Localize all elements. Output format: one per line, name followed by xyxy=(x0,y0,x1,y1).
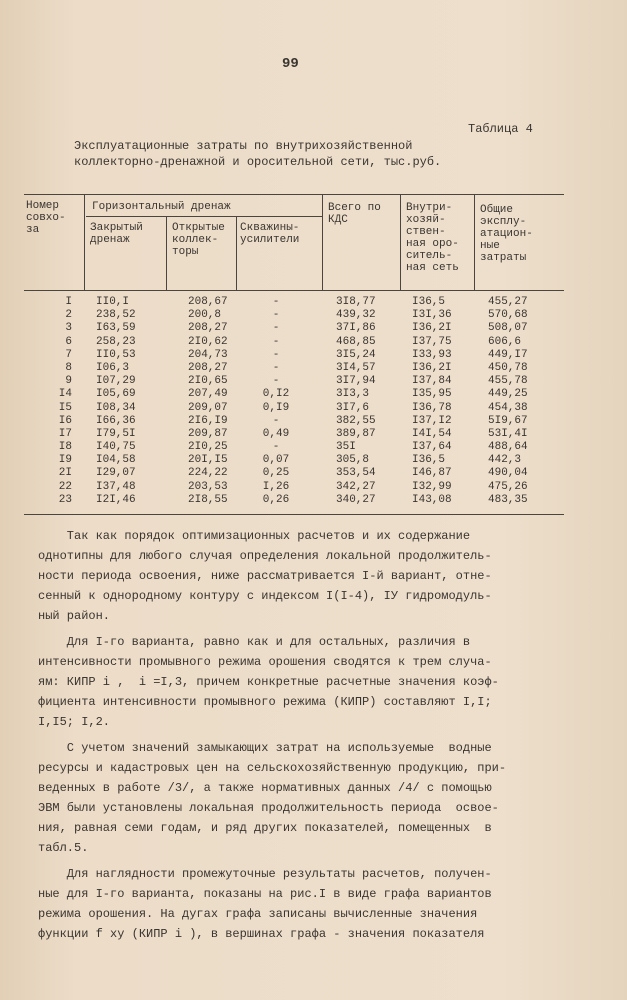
table-cell-num: I6 xyxy=(58,414,72,427)
page-number: 99 xyxy=(282,56,299,72)
table-cell-num: 2 xyxy=(65,309,72,322)
column-total-kds xyxy=(336,296,376,507)
table-cell-num: I5 xyxy=(58,401,72,414)
column-well-amplifiers xyxy=(244,296,308,507)
table-cell-total: 450,78 xyxy=(488,361,528,374)
paragraph: С учетом значений замыкающих затрат на используемые водные ресурсы и кадастровых цен на сельскохозяйственную продукцию, при- веденных в работе /3/, а также нормативных данных /4/ с помощью ЭВМ были установлены локальная продолжительность периода освое- ния, равная семи годам, и ряд других показателей, помещенных в табл.5. xyxy=(38,741,507,855)
table-cell-open: 2I0,65 xyxy=(188,375,228,388)
header-total-kds: Всего по КДС xyxy=(328,202,381,226)
table-cell-inner: I3I,36 xyxy=(412,309,452,322)
table-cell-closed: 238,52 xyxy=(96,309,136,322)
table-cell-total: 53I,4I xyxy=(488,427,528,440)
column-closed-drainage xyxy=(96,296,136,507)
table-cell-num: I8 xyxy=(58,441,72,454)
table-cell-num: 7 xyxy=(65,348,72,361)
table-cell-kds: 3I7,94 xyxy=(336,375,376,388)
caption-line-1: Эксплуатационные затраты по внутрихозяйственной xyxy=(74,139,413,153)
col-sep-4 xyxy=(322,194,323,290)
table-cell-inner: I36,5 xyxy=(412,296,446,308)
table-cell-open: 208,27 xyxy=(188,322,228,335)
table-cell-closed: II0,53 xyxy=(96,348,136,361)
table-cell-kds: 3I7,6 xyxy=(336,401,370,414)
table-bottom-rule xyxy=(24,514,564,515)
paragraph: Так как порядок оптимизационных расчетов и их содержание однотипны для любого случая определения локальной продолжитель- ности периода освоения, ниже рассматривается I-й вариант, отне- сенный к однородному контуру с индексом I(I-4), IУ гидромодуль- ный район. xyxy=(38,529,492,623)
table-cell-wells: 0,49 xyxy=(262,427,290,440)
table-cell-open: 204,73 xyxy=(188,348,228,361)
table-cell-inner: I32,99 xyxy=(412,480,452,493)
table-cell-closed: I63,59 xyxy=(96,322,136,335)
table-cell-wells: 0,07 xyxy=(262,454,290,467)
column-total-operating xyxy=(488,296,528,507)
col-sep-3 xyxy=(236,217,237,290)
header-horizontal-drainage: Горизонтальный дренаж xyxy=(92,201,231,213)
table-cell-open: 203,53 xyxy=(188,480,228,493)
table-cell-closed: I07,29 xyxy=(96,375,136,388)
table-cell-open: 2I6,I9 xyxy=(188,414,228,427)
table-cell-kds: 35I xyxy=(336,441,356,454)
table-cell-closed: I08,34 xyxy=(96,401,136,414)
table-cell-open: 2I8,55 xyxy=(188,493,228,506)
table-cell-wells: - xyxy=(272,348,280,361)
table-cell-wells: I,26 xyxy=(262,480,290,493)
table-cell-kds: 353,54 xyxy=(336,467,376,480)
table-cell-inner: I4I,54 xyxy=(412,427,452,440)
table-cell-open: 207,49 xyxy=(188,388,228,401)
table-cell-inner: I37,I2 xyxy=(412,414,452,427)
column-farm-number xyxy=(56,296,72,507)
table-cell-kds: 340,27 xyxy=(336,493,376,506)
table-cell-wells: - xyxy=(272,414,280,427)
table-cell-total: 449,I7 xyxy=(488,348,528,361)
table-cell-closed: I06,3 xyxy=(96,361,130,374)
table-cell-closed: II0,I xyxy=(96,296,130,308)
table-top-rule xyxy=(24,194,564,195)
table-cell-closed: I37,48 xyxy=(96,480,136,493)
table-cell-kds: 468,85 xyxy=(336,335,376,348)
table-cell-total: 490,04 xyxy=(488,467,528,480)
table-cell-open: 209,87 xyxy=(188,427,228,440)
table-cell-num: I9 xyxy=(58,454,72,467)
table-cell-num: 23 xyxy=(58,493,72,506)
col-sep-5 xyxy=(400,194,401,290)
table-cell-kds: 3I4,57 xyxy=(336,361,376,374)
column-internal-irrigation xyxy=(412,296,452,507)
table-cell-open: 200,8 xyxy=(188,309,222,322)
header-total-operating: Общие эксплу- атацион- ные затраты xyxy=(480,204,533,264)
table-cell-inner: I33,93 xyxy=(412,348,452,361)
header-well-amplifiers: Скважины- усилители xyxy=(240,222,300,246)
table-cell-inner: I37,64 xyxy=(412,441,452,454)
table-cell-total: 5I9,67 xyxy=(488,414,528,427)
table-cell-num: 2I xyxy=(58,467,72,480)
body-text xyxy=(38,526,598,944)
table-cell-num: 8 xyxy=(65,361,72,374)
table-cell-num: I7 xyxy=(58,427,72,440)
table-cell-total: 488,64 xyxy=(488,441,528,454)
table-cell-total: 475,26 xyxy=(488,480,528,493)
table-cell-kds: 3I3,3 xyxy=(336,388,370,401)
table-cell-closed: I79,5I xyxy=(96,427,136,440)
table-cell-wells: - xyxy=(272,322,280,335)
table-cell-inner: I37,75 xyxy=(412,335,452,348)
table-cell-closed: I40,75 xyxy=(96,441,136,454)
table-cell-inner: I35,95 xyxy=(412,388,452,401)
table-cell-kds: 3I5,24 xyxy=(336,348,376,361)
header-farm-number: Номер совхо- за xyxy=(26,200,66,236)
col-sep-1 xyxy=(84,194,85,290)
header-open-collectors: Открытые коллек- торы xyxy=(172,222,225,258)
table-cell-kds: 342,27 xyxy=(336,480,376,493)
col-sep-6 xyxy=(474,194,475,290)
table-cell-wells: 0,25 xyxy=(262,467,290,480)
table-cell-wells: - xyxy=(272,375,280,388)
column-open-collectors xyxy=(188,296,228,507)
table-cell-inner: I36,78 xyxy=(412,401,452,414)
table-cell-num: I4 xyxy=(58,388,72,401)
table-cell-inner: I36,2I xyxy=(412,361,452,374)
table-cell-closed: I05,69 xyxy=(96,388,136,401)
table-cell-closed: I2I,46 xyxy=(96,493,136,506)
table-cell-total: 455,78 xyxy=(488,375,528,388)
caption-line-2: коллекторно-дренажной и оросительной сети, тыс.руб. xyxy=(74,155,442,169)
table-cell-inner: I37,84 xyxy=(412,375,452,388)
table-cell-kds: 37I,86 xyxy=(336,322,376,335)
table-cell-closed: I29,07 xyxy=(96,467,136,480)
table-cell-open: 208,27 xyxy=(188,361,228,374)
table-cell-open: 20I,I5 xyxy=(188,454,228,467)
table-cell-wells: - xyxy=(272,296,280,308)
table-cell-open: 224,22 xyxy=(188,467,228,480)
table-cell-num: 3 xyxy=(65,322,72,335)
table-cell-closed: I66,36 xyxy=(96,414,136,427)
table-cell-open: 2I0,25 xyxy=(188,441,228,454)
col-sep-2 xyxy=(166,217,167,290)
table-cell-num: 6 xyxy=(65,335,72,348)
table-cell-open: 2I0,62 xyxy=(188,335,228,348)
table-cell-inner: I36,5 xyxy=(412,454,446,467)
paragraph: Для наглядности промежуточные результаты расчетов, получен- ные для I-го варианта, показаны на рис.I в виде графа вариантов режима орошения. На дугах графа записаны вычисленные значения функции f xy (КИПР i ), в вершинах графа - значения показателя xyxy=(38,867,492,941)
table-cell-total: 606,6 xyxy=(488,335,522,348)
table-caption xyxy=(74,138,441,170)
horizontal-drainage-underline xyxy=(86,216,322,217)
table-cell-total: 442,3 xyxy=(488,454,522,467)
table-cell-wells: - xyxy=(272,441,280,454)
table-cell-total: 455,27 xyxy=(488,296,528,308)
table-cell-wells: 0,I9 xyxy=(262,401,290,414)
table-cell-open: 208,67 xyxy=(188,296,228,308)
table-cell-total: 454,38 xyxy=(488,401,528,414)
table-cell-wells: - xyxy=(272,309,280,322)
table-cell-kds: 3I8,77 xyxy=(336,296,376,308)
table-cell-total: 508,07 xyxy=(488,322,528,335)
table-cell-total: 449,25 xyxy=(488,388,528,401)
table-cell-kds: 439,32 xyxy=(336,309,376,322)
table-cell-wells: 0,I2 xyxy=(262,388,290,401)
table-cell-num: 9 xyxy=(65,375,72,388)
table-cell-kds: 389,87 xyxy=(336,427,376,440)
header-closed-drainage: Закрытый дренаж xyxy=(90,222,143,246)
table-cell-kds: 305,8 xyxy=(336,454,370,467)
table-label: Таблица 4 xyxy=(468,122,533,136)
table-cell-total: 483,35 xyxy=(488,493,528,506)
table-header-rule xyxy=(24,290,564,291)
table-cell-total: 570,68 xyxy=(488,309,528,322)
table-cell-num: 22 xyxy=(58,480,72,493)
table-cell-closed: I04,58 xyxy=(96,454,136,467)
table-cell-open: 209,07 xyxy=(188,401,228,414)
header-internal-irrigation: Внутри- хозяй- ствен- ная оро- ситель- ная сеть xyxy=(406,202,459,274)
paragraph: Для I-го варианта, равно как и для остальных, различия в интенсивности промывного режима орошения сводятся к трем случа- ям: КИПР i , i =I,3, причем конкретные расчетные значения коэф- фициента интенсивности промывного режима (КИПР) составляют I,I; I,I5; I,2. xyxy=(38,635,499,729)
table-cell-kds: 382,55 xyxy=(336,414,376,427)
table-cell-inner: I43,08 xyxy=(412,493,452,506)
table-cell-num: I xyxy=(65,296,72,308)
table-cell-inner: I46,87 xyxy=(412,467,452,480)
table-cell-wells: - xyxy=(272,335,280,348)
table-cell-wells: 0,26 xyxy=(262,493,290,506)
table-cell-inner: I36,2I xyxy=(412,322,452,335)
table-cell-closed: 258,23 xyxy=(96,335,136,348)
table-cell-wells: - xyxy=(272,361,280,374)
